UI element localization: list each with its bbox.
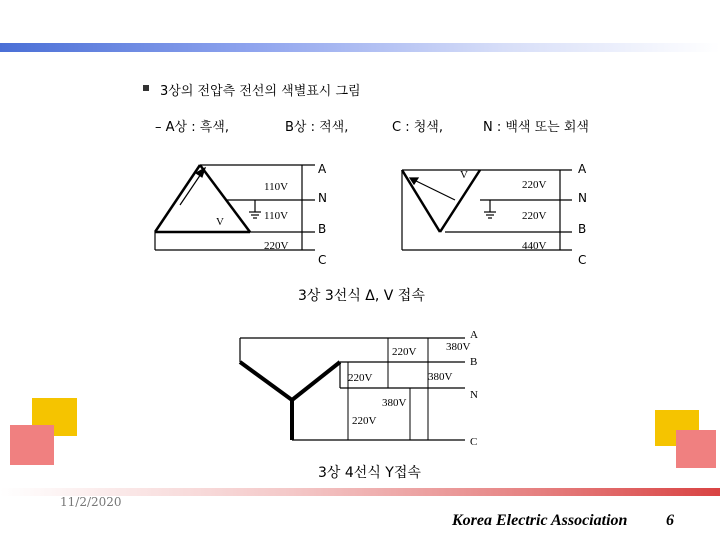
delta-winding-right [200, 165, 250, 232]
delta-phase-a: A [318, 162, 327, 176]
color-n-label: N : 백색 또는 회색 [483, 120, 589, 135]
v-voltage-2: 220V [522, 210, 547, 222]
footer-date: 11/2/2020 [60, 495, 122, 509]
y-phase-voltage-2: 220V [348, 372, 373, 384]
delta-phase-c: C [318, 253, 327, 267]
caption-delta-v: 3상 3선식 Δ, V 접속 [298, 288, 425, 304]
delta-connection-diagram [155, 165, 315, 250]
v-voltage-arrow [410, 178, 455, 200]
v-winding-left [402, 170, 440, 232]
v-phase-n: N [578, 191, 587, 205]
delta-phase-b: B [318, 222, 327, 236]
v-phase-a: A [578, 162, 587, 176]
v-source-label: V [460, 169, 468, 181]
color-b-label: B상 : 적색, [285, 120, 349, 135]
y-phase-voltage-3: 220V [352, 415, 377, 427]
delta-voltage-1: 110V [264, 181, 289, 193]
y-winding-b [292, 362, 340, 400]
y-winding-a [240, 362, 292, 400]
caption-y: 3상 4선식 Y접속 [318, 465, 421, 481]
y-phase-n: N [470, 389, 478, 401]
delta-voltage-3: 220V [264, 240, 289, 252]
v-connection-diagram [402, 170, 572, 250]
delta-source-label: V [216, 216, 224, 228]
v-voltage-3: 440V [522, 240, 547, 252]
v-phase-c: C [578, 253, 587, 267]
delta-voltage-2: 110V [264, 210, 289, 222]
delta-phase-n: N [318, 191, 327, 205]
footer-organization: Korea Electric Association [452, 512, 628, 529]
y-line-voltage-3: 380V [382, 397, 407, 409]
y-line-voltage-2: 380V [428, 371, 453, 383]
color-c-label: C : 청색, [392, 120, 443, 135]
page-number: 6 [666, 512, 674, 529]
y-phase-c: C [470, 436, 478, 448]
v-voltage-1: 220V [522, 179, 547, 191]
page-title: 3상의 전압측 전선의 색별표시 그림 [160, 84, 361, 99]
delta-winding-left [155, 165, 200, 232]
y-line-voltage-1: 380V [446, 341, 471, 353]
y-phase-a: A [470, 329, 478, 341]
y-phase-b: B [470, 356, 478, 368]
color-a-label: – A상 : 흑색, [155, 120, 229, 135]
v-phase-b: B [578, 222, 587, 236]
y-phase-voltage-1: 220V [392, 346, 417, 358]
